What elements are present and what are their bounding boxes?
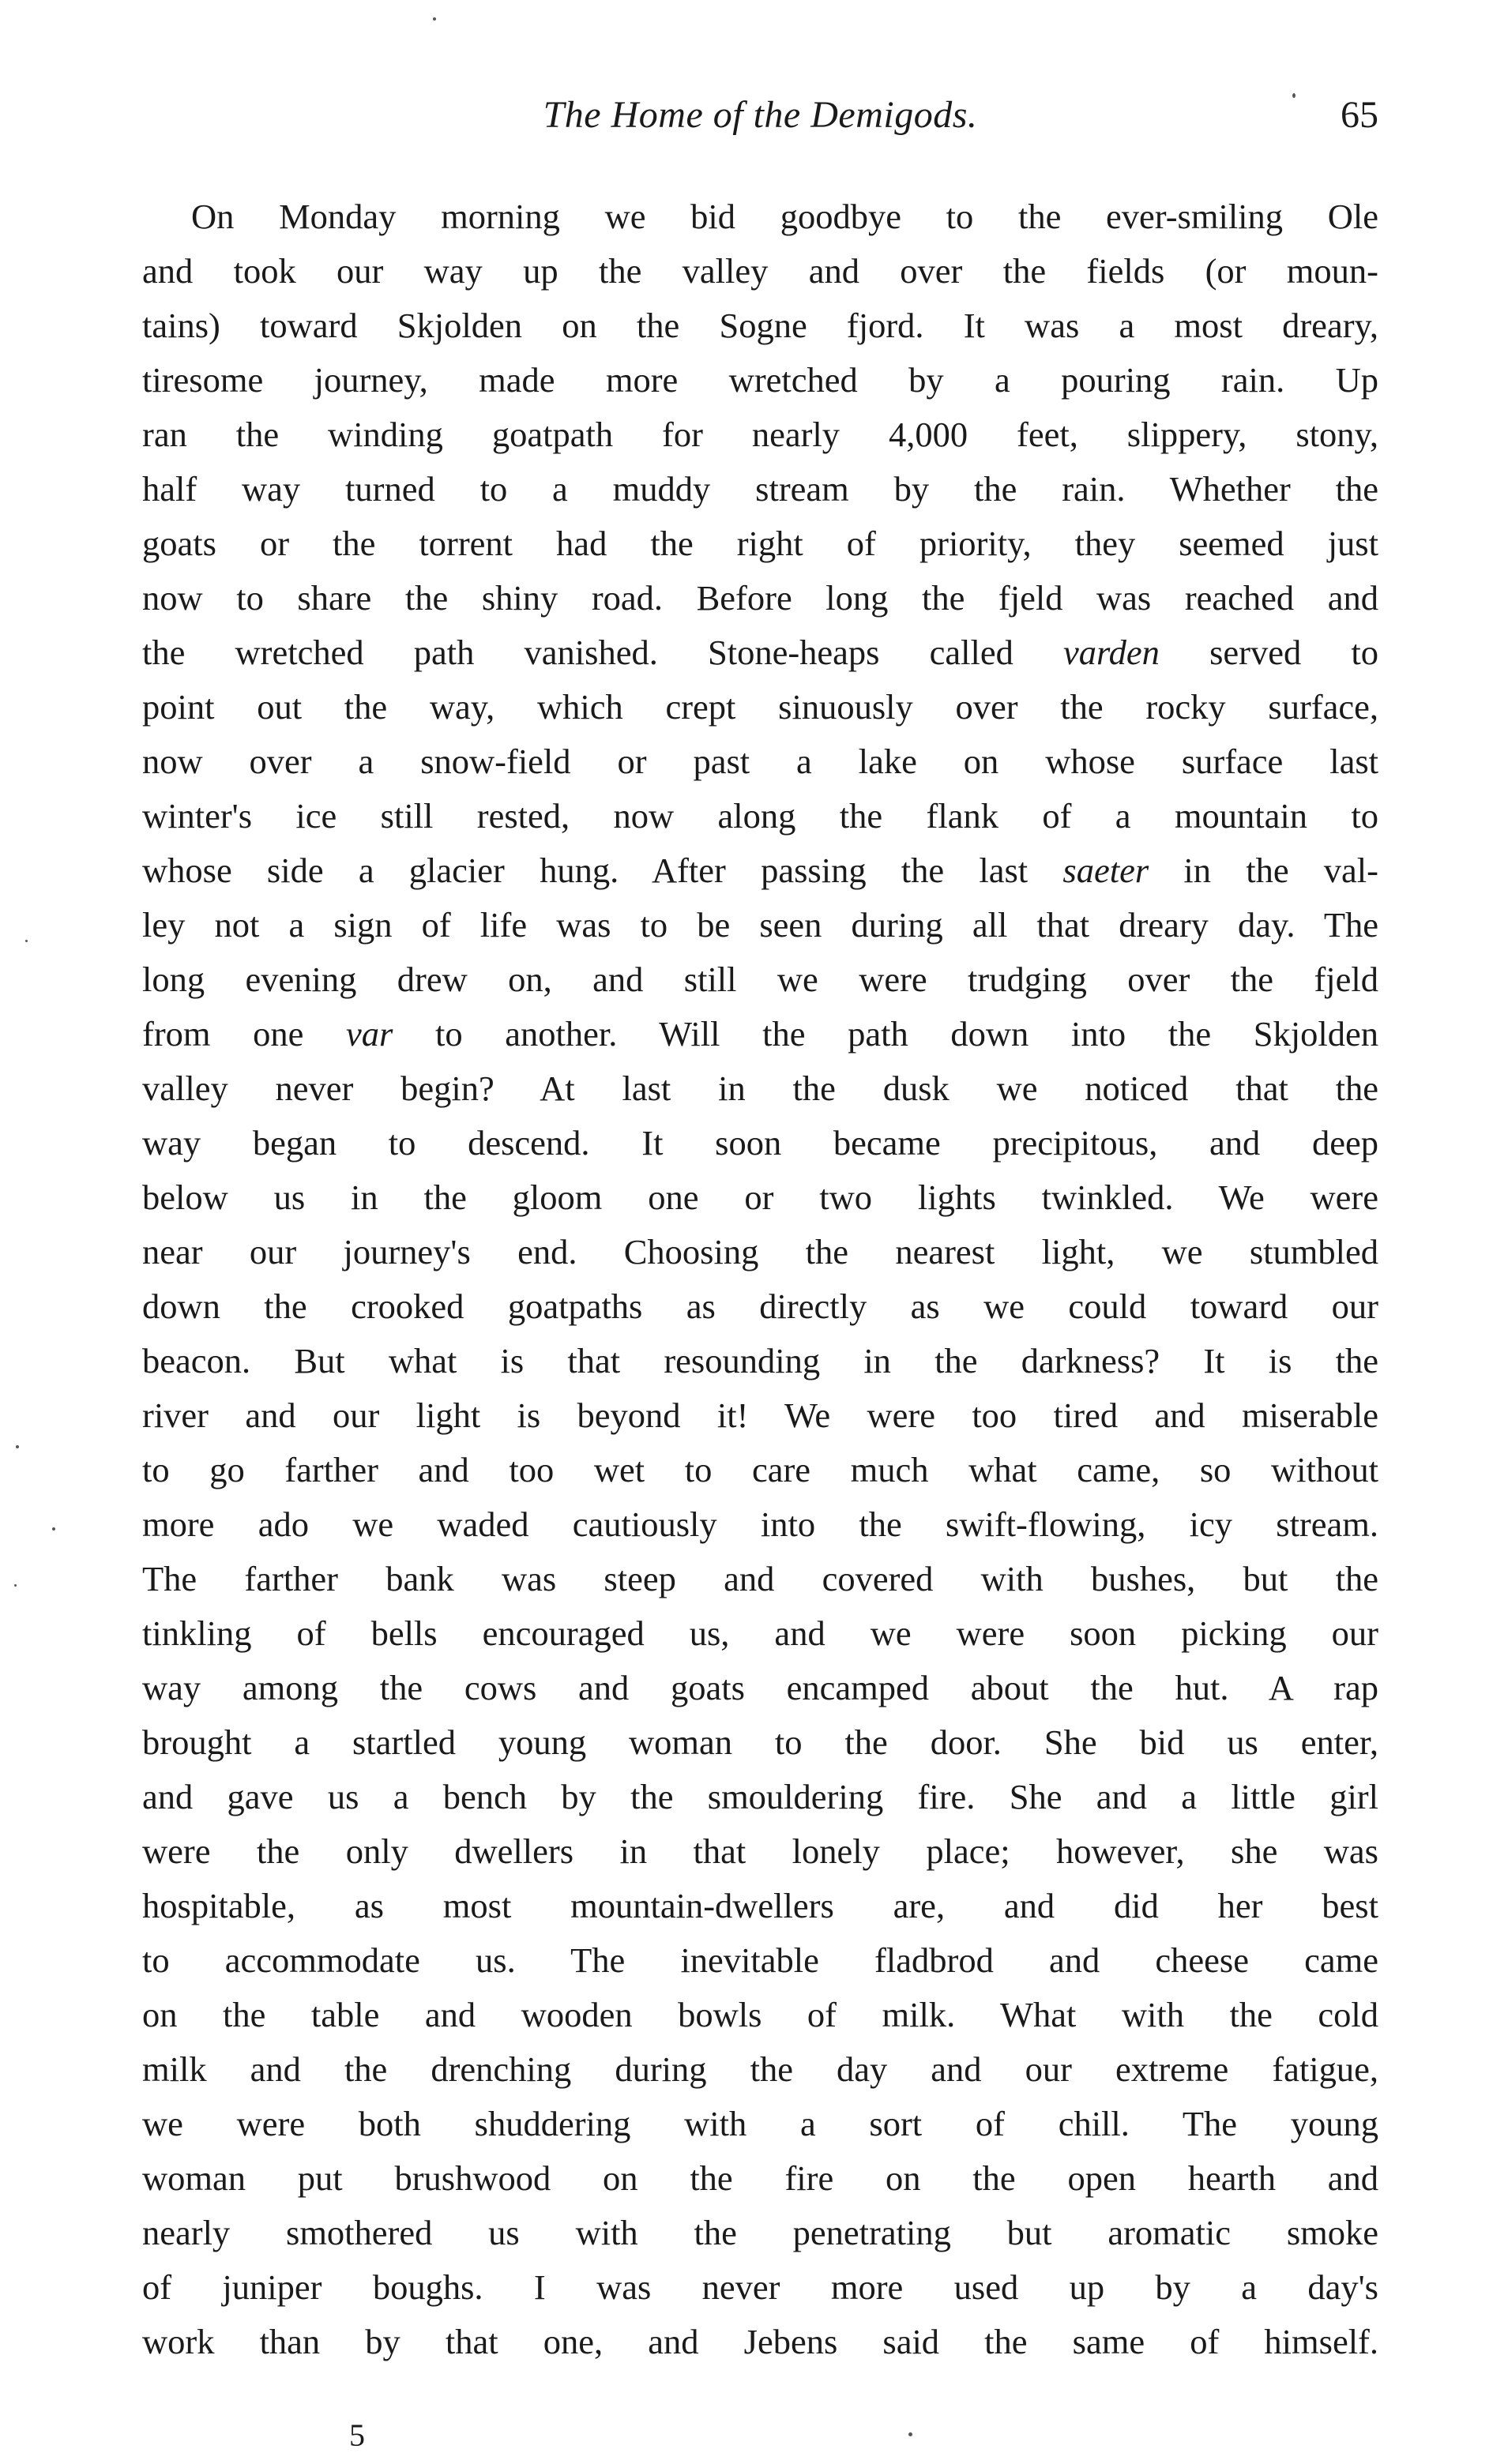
text-line: point out the way, which crept sinuously over the rocky surface, bbox=[142, 687, 1378, 727]
margin-speck bbox=[908, 2432, 912, 2436]
text-line bbox=[142, 1007, 1378, 1061]
page-number: 65 bbox=[1341, 94, 1378, 136]
text-line: tains) toward Skjolden on the Sogne fjord. It was a most dreary, bbox=[142, 306, 1378, 345]
text-line: nearly smothered us with the penetrating but aromatic smoke bbox=[142, 2213, 1378, 2252]
text-line: we were both shuddering with a sort of chill. The young bbox=[142, 2104, 1378, 2143]
text-line bbox=[142, 843, 1378, 898]
text-line: now over a snow-field or past a lake on whose surface last bbox=[142, 742, 1378, 781]
text-line: ran the winding goatpath for nearly 4,000 feet, slippery, stony, bbox=[142, 415, 1378, 454]
text-line: tinkling of bells encouraged us, and we were soon picking our bbox=[142, 1613, 1378, 1653]
text-run: in the val- bbox=[1149, 851, 1378, 890]
signature-mark: 5 bbox=[349, 2417, 365, 2453]
text-line: now to share the shiny road. Before long the fjeld was reached and bbox=[142, 578, 1378, 618]
text-line: goats or the torrent had the right of priority, they seemed just bbox=[142, 524, 1378, 563]
text-line: woman put brushwood on the fire on the open hearth and bbox=[142, 2158, 1378, 2198]
text-run: from one bbox=[142, 1014, 347, 1054]
text-line: to accommodate us. The inevitable fladbrod and cheese came bbox=[142, 1940, 1378, 1980]
text-run: served to bbox=[1159, 633, 1378, 672]
text-line bbox=[142, 625, 1378, 680]
text-line: milk and the drenching during the day and our extreme fatigue, bbox=[142, 2049, 1378, 2089]
text-line: on the table and wooden bowls of milk. What with the cold bbox=[142, 1995, 1378, 2034]
text-line: ley not a sign of life was to be seen during all that dreary day. The bbox=[142, 905, 1378, 945]
text-run: the wretched path vanished. Stone-heaps called bbox=[142, 633, 1064, 672]
text-line: tiresome journey, made more wretched by a pouring rain. Up bbox=[142, 360, 1378, 400]
margin-speck bbox=[433, 17, 436, 21]
text-line: river and our light is beyond it! We were too tired and miserable bbox=[142, 1395, 1378, 1435]
italic-term: var bbox=[346, 1014, 393, 1054]
margin-speck bbox=[52, 1527, 55, 1531]
text-line: down the crooked goatpaths as directly as we could toward our bbox=[142, 1286, 1378, 1326]
text-line: The farther bank was steep and covered with bushes, but the bbox=[142, 1559, 1378, 1598]
margin-speck bbox=[14, 1584, 17, 1587]
text-line: were the only dwellers in that lonely place; however, she was bbox=[142, 1831, 1378, 1871]
text-run: whose side a glacier hung. After passing the last bbox=[142, 851, 1063, 890]
margin-speck bbox=[1292, 93, 1296, 98]
text-line: more ado we waded cautiously into the swift-flowing, icy stream. bbox=[142, 1504, 1378, 1544]
text-line: beacon. But what is that resounding in the darkness? It is the bbox=[142, 1341, 1378, 1380]
text-line: On Monday morning we bid goodbye to the ever-smiling Ole bbox=[191, 197, 1378, 236]
text-line: brought a startled young woman to the door. She bid us enter, bbox=[142, 1722, 1378, 1762]
text-line: below us in the gloom one or two lights twinkled. We were bbox=[142, 1178, 1378, 1217]
text-line: and took our way up the valley and over the fields (or moun- bbox=[142, 251, 1378, 291]
running-head bbox=[142, 93, 1378, 148]
italic-term: varden bbox=[1063, 633, 1160, 672]
text-line: work than by that one, and Jebens said the same of himself. bbox=[142, 2322, 1378, 2361]
text-line: near our journey's end. Choosing the nearest light, we stumbled bbox=[142, 1232, 1378, 1271]
text-line: to go farther and too wet to care much what came, so without bbox=[142, 1450, 1378, 1489]
text-line: half way turned to a muddy stream by the rain. Whether the bbox=[142, 469, 1378, 509]
text-line: way among the cows and goats encamped about the hut. A rap bbox=[142, 1668, 1378, 1707]
body-text bbox=[142, 190, 1378, 2369]
text-line: long evening drew on, and still we were trudging over the fjeld bbox=[142, 960, 1378, 999]
margin-speck bbox=[25, 940, 28, 942]
text-line: winter's ice still rested, now along the flank of a mountain to bbox=[142, 796, 1378, 836]
running-title: The Home of the Demigods. bbox=[543, 94, 978, 136]
text-line: and gave us a bench by the smouldering fire. She and a little girl bbox=[142, 1777, 1378, 1816]
text-run: to another. Will the path down into the Skjolden bbox=[393, 1014, 1378, 1054]
text-line: valley never begin? At last in the dusk we noticed that the bbox=[142, 1069, 1378, 1108]
text-line: of juniper boughs. I was never more used up by a day's bbox=[142, 2267, 1378, 2307]
italic-term: saeter bbox=[1062, 851, 1149, 890]
margin-speck bbox=[16, 1445, 19, 1448]
text-line: way began to descend. It soon became precipitous, and deep bbox=[142, 1123, 1378, 1163]
text-line: hospitable, as most mountain-dwellers are, and did her best bbox=[142, 1886, 1378, 1925]
